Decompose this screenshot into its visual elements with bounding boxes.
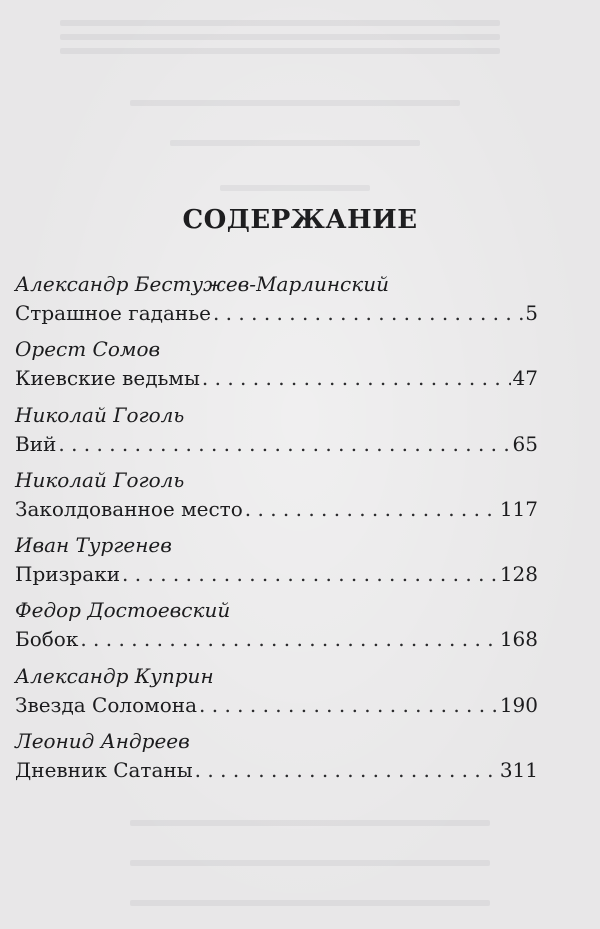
toc-leader-dots xyxy=(122,561,498,587)
toc-page-number: 190 xyxy=(499,692,538,717)
toc-author: Орест Сомов xyxy=(15,337,161,362)
toc-line xyxy=(15,300,538,326)
toc-line xyxy=(15,365,538,391)
toc-entry xyxy=(15,598,538,663)
toc-page-number: 5 xyxy=(525,301,538,325)
show-through-line xyxy=(130,100,460,106)
table-of-contents xyxy=(15,272,538,794)
toc-work-title: Звезда Соломона xyxy=(15,692,198,717)
toc-author: Федор Достоевский xyxy=(15,598,231,623)
toc-leader-dots xyxy=(213,300,523,326)
toc-leader-dots xyxy=(202,365,511,391)
toc-work-title: Киевские ведьмы xyxy=(15,366,200,391)
show-through-line xyxy=(60,48,500,54)
show-through-line xyxy=(170,140,420,146)
toc-author: Николай Гоголь xyxy=(15,467,185,492)
show-through-line xyxy=(130,900,490,906)
show-through-line xyxy=(130,820,490,826)
toc-line xyxy=(15,431,538,457)
show-through-line xyxy=(60,34,500,40)
show-through-line xyxy=(130,860,490,866)
toc-page-number: 128 xyxy=(499,562,538,587)
toc-work-title: Призраки xyxy=(15,562,121,587)
toc-entry xyxy=(15,729,538,794)
toc-page-number: 311 xyxy=(499,758,538,783)
toc-entry xyxy=(15,337,538,402)
toc-line xyxy=(15,561,538,587)
toc-line xyxy=(15,626,538,652)
toc-entry xyxy=(15,403,538,468)
show-through-line xyxy=(60,20,500,26)
toc-page-number: 117 xyxy=(499,496,538,521)
toc-work-title: Бобок xyxy=(15,627,79,652)
toc-work-title: Вий xyxy=(15,431,57,456)
toc-entry xyxy=(15,272,538,337)
toc-author: Александр Бестужев-Марлинский xyxy=(15,272,389,296)
toc-line xyxy=(15,757,538,783)
toc-author: Леонид Андреев xyxy=(15,729,190,754)
toc-leader-dots xyxy=(199,692,498,718)
toc-author: Николай Гоголь xyxy=(15,402,185,427)
toc-author: Иван Тургенев xyxy=(15,533,172,558)
toc-leader-dots xyxy=(58,431,510,457)
toc-line xyxy=(15,692,538,718)
toc-leader-dots xyxy=(80,626,497,652)
toc-work-title: Дневник Сатаны xyxy=(15,758,193,783)
toc-author: Александр Куприн xyxy=(15,663,214,688)
toc-entry xyxy=(15,533,538,598)
show-through-line xyxy=(220,185,370,191)
page-title: СОДЕРЖАНИЕ xyxy=(182,205,418,235)
toc-page-number: 47 xyxy=(512,366,538,391)
toc-work-title: Страшное гаданье xyxy=(15,301,211,325)
toc-page-number: 65 xyxy=(512,431,538,456)
toc-leader-dots xyxy=(245,496,498,522)
toc-work-title: Заколдованное место xyxy=(15,496,243,521)
toc-leader-dots xyxy=(195,757,498,783)
toc-entry xyxy=(15,468,538,533)
toc-line xyxy=(15,496,538,522)
toc-page-number: 168 xyxy=(499,627,538,652)
toc-entry xyxy=(15,664,538,729)
